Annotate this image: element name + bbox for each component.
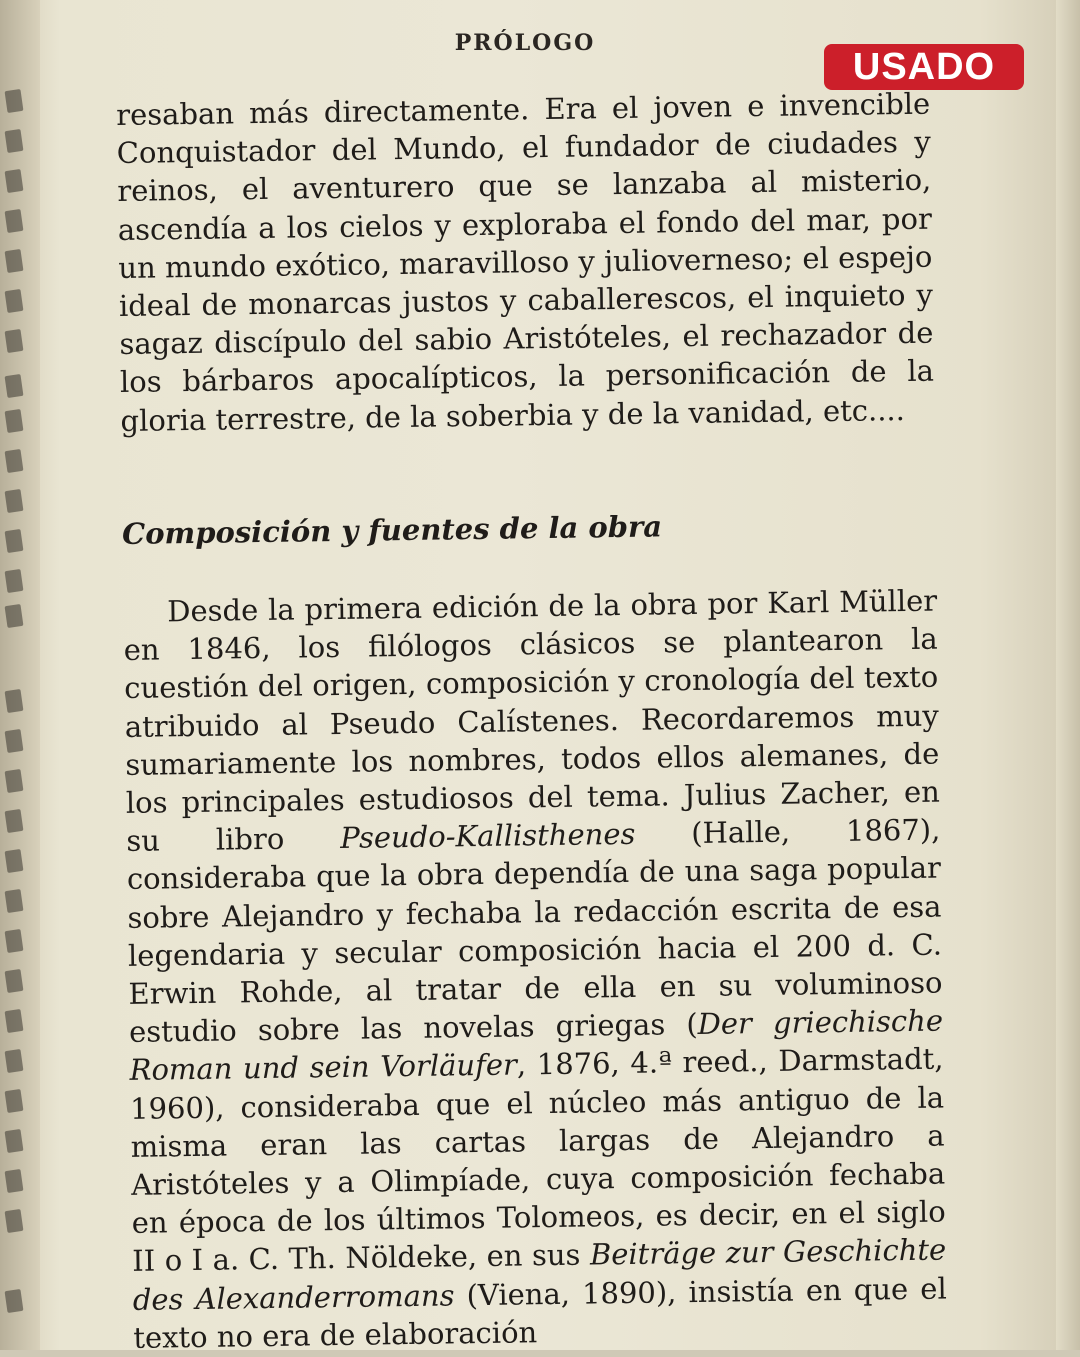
paragraph-2-text: (Viena, 1890), insistía en que el texto no era de elaboración [133,1271,947,1355]
running-head: PRÓLOGO [454,30,596,56]
paragraph-2-text: Desde la primera edición de la obra por Karl Müller en 1846, los filólogos clásicos se plantearon la cuestión del origen, composición y cronología del texto atribuido al Pseudo Calístenes. Recordaremos muy sumariamente los nombres, todos ellos alemanes, de los principales estudiosos del tema. Julius Zacher, en su libro [123,583,941,859]
paragraph-2-text: (Halle, 1867), consideraba que la obra dependía de una saga popular sobre Alejandro y fechaba la redacción escrita de esa legendaria y secular composición hacia el 200 d. C. Erwin Rohde, al tratar de ella en su voluminoso estudio sobre las novelas griegas ( [126,812,943,1050]
paragraph-1: resaban más directamente. Era el joven e invencible Conquistador del Mundo, el fundador de ciudades y reinos, el aventurero que se lanzaba al misterio, ascendía a los cielos y exploraba el fondo del mar, por un mundo exótico, maravilloso y julioverneso; el espejo ideal de monarcas justos y caballerescos, el inquieto y sagaz discípulo del sabio Aristóteles, el rechazador de los bárbaros apocalípticos, la personificación de la gloria terrestre, de la soberbia y de la vanidad, etc.... [116,86,935,438]
paragraph-2 [123,582,948,1357]
book-title: Beiträge zur Geschichte des Alexanderromans [132,1233,947,1317]
opposite-page-edge [0,0,40,1350]
paragraph-2-text: , 1876, 4.ª reed., Darmstadt, 1960), consideraba que el núcleo más antiguo de la misma eran las cartas largas de Alejandro a Aristóteles y a Olimpíade, cuya composición fechaba en época de los últimos Tolomeos, es decir, en el siglo II o I a. C. Th. Nöldeke, en sus [129,1042,946,1279]
used-badge: USADO [824,44,1024,90]
page-edge [1056,0,1080,1350]
book-title: Pseudo-Kallisthenes [339,817,636,856]
section-heading: Composición y fuentes de la obra [121,509,663,551]
book-title: Der griechische Roman und sein Vorläufer [129,1003,944,1088]
page-body [116,85,948,1357]
